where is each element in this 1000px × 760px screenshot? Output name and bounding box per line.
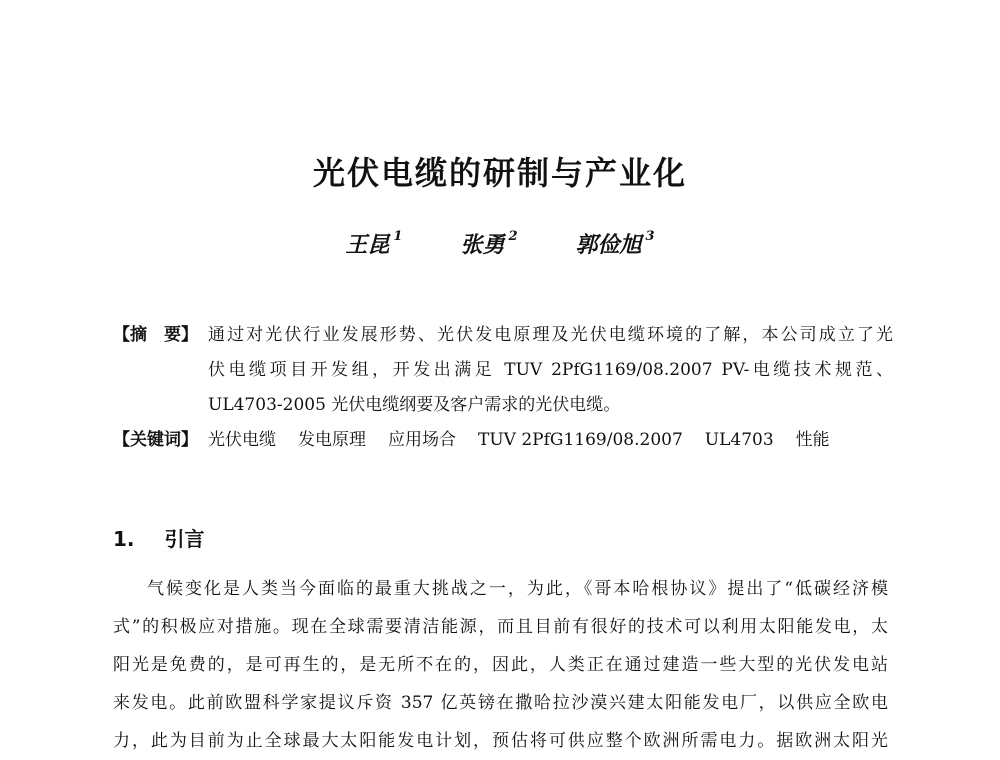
body-paragraph (113, 570, 888, 760)
paper-title: 光伏电缆的研制与产业化 (312, 154, 687, 192)
section-number: 1. (113, 527, 135, 551)
body-line: 来发电。此前欧盟科学家提议斥资 357 亿英镑在撒哈拉沙漠兴建太阳能发电厂，以供应全欧电 (113, 693, 888, 713)
body-line: 式”的积极应对措施。现在全球需要清洁能源，而且目前有很好的技术可以利用太阳能发电，太 (113, 617, 888, 637)
abstract-line: UL4703-2005 光伏电缆纲要及客户需求的光伏电缆。 (208, 395, 621, 415)
abstract-line: 伏电缆项目开发组，开发出满足 TUV 2PfG1169/08.2007 PV-电缆技术规范、 (208, 360, 893, 380)
author (460, 228, 517, 259)
author-affiliation-mark: 3 (645, 229, 655, 244)
abstract-text (208, 318, 893, 423)
section-title: 引言 (164, 527, 205, 551)
abstract (113, 318, 893, 423)
author-affiliation-mark: 1 (393, 229, 403, 244)
body-line: 气候变化是人类当今面临的最重大挑战之一，为此，《哥本哈根协议》提出了“低碳经济模 (147, 579, 888, 599)
body-line: 阳光是免费的，是可再生的，是无所不在的，因此，人类正在通过建造一些大型的光伏发电站 (113, 655, 888, 675)
author (576, 228, 655, 259)
abstract-line: 通过对光伏行业发展形势、光伏发电原理及光伏电缆环境的了解，本公司成立了光 (208, 325, 893, 345)
keyword-list (208, 423, 830, 458)
keyword: 发电原理 (298, 430, 366, 450)
section-heading (113, 523, 205, 552)
author-affiliation-mark: 2 (508, 229, 518, 244)
abstract-section (113, 318, 893, 458)
author (345, 228, 402, 259)
author-name: 张勇 (460, 232, 505, 258)
keyword: 性能 (795, 430, 830, 450)
body-line: 力，此为目前为止全球最大太阳能发电计划，预估将可供应整个欧洲所需电力。据欧洲太阳光 (113, 731, 888, 751)
keyword: TUV 2PfG1169/08.2007 (478, 430, 683, 450)
keywords-label: 【关键词】 (113, 430, 198, 450)
author-name: 郭俭旭 (575, 232, 642, 258)
keyword: 光伏电缆 (208, 430, 276, 450)
abstract-label: 【摘 要】 (113, 325, 198, 345)
author-name: 王昆 (345, 232, 390, 258)
keyword: UL4703 (704, 430, 774, 450)
author-list (0, 228, 1000, 259)
keywords (113, 423, 893, 458)
keyword: 应用场合 (388, 430, 456, 450)
